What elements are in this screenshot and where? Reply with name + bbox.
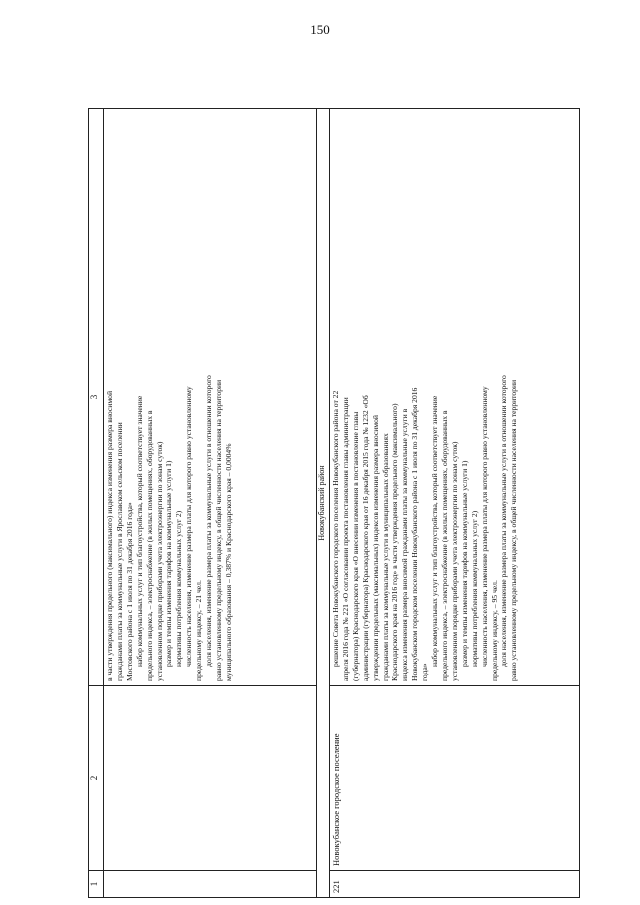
text-line: муниципального образования – 0,387% и Краснодарского края – 0,0004% (223, 443, 233, 681)
header-col-2: 2 (89, 686, 104, 871)
text-line: в части утверждения предельного (максимального) индекса изменения размера вносимой (105, 390, 114, 681)
text-line: предельного индекса, – электроснабжение (в жилых помещениях, оборудованных в (439, 410, 449, 681)
text-line: индекса изменения размера вносимой гражданами платы за коммунальные услуги в (400, 408, 410, 681)
text-line: Мостовского района с 1 июля по 31 декабря 2016 года» (124, 502, 134, 681)
text-line: года» (420, 663, 430, 681)
text-line: администрации (губернатора) Краснодарского края от 16 декабря 2015 года № 1232 «Об (360, 395, 370, 681)
text-line: доля населения, изменение размера платы за коммунальные услуги в отношении которого (204, 375, 214, 667)
text-line: утверждении предельных (максимальных) индексов изменения размера вносимой (370, 415, 380, 681)
text-line: гражданами платы за коммунальные услуги в муниципальных образованиях (380, 433, 390, 681)
text-line: установленном порядке приборами учета электроэнергии по зонам суток) (154, 441, 164, 681)
text-line: нормативы потребления коммунальных услуг 2) (469, 510, 479, 667)
text-line: размер и темпы изменения тарифов на коммунальные услуги 1) (459, 460, 469, 667)
continuation-settlement-cell (104, 686, 317, 871)
district-row (317, 109, 330, 898)
text-line: (губернатора) Краснодарского края «О внесении изменения в постановление главы (350, 411, 360, 681)
text-line: Новокубанском городском поселении Новокубанского района с 1 июля по 31 декабря 2016 (410, 387, 420, 681)
text-line: размер и темпы изменения тарифов на коммунальные услуги 1) (164, 460, 174, 667)
text-line: численность населения, изменение размера платы для которого равно установленному (479, 386, 489, 667)
text-line: численность населения, изменение размера платы для которого равно установленному (184, 386, 194, 667)
header-col-1: 1 (89, 871, 104, 898)
page-number: 150 (310, 22, 330, 37)
settlement-name: Новокубанское городское поселение (330, 686, 580, 871)
continuation-row (104, 109, 317, 898)
text-line: набор коммунальных услуг и тип благоустройства, который соответствует значение (134, 395, 144, 667)
text-line: предельного индекса, – электроснабжение (в жилых помещениях, оборудованных в (144, 410, 154, 681)
continuation-number-cell (104, 871, 317, 898)
header-col-3: 3 (89, 109, 104, 686)
text-line: апреля 2016 года № 221 «О согласовании проекта постановления главы администрации (340, 397, 350, 681)
text-line: предельному индексу, – 95 чел. (489, 580, 499, 681)
row-number: 221 (330, 871, 580, 898)
text-line: равно установленному предельному индексу, в общей численности населения на территории (213, 379, 223, 681)
text-line: доля населения, изменение размера платы за коммунальные услуги в отношении которого (499, 375, 509, 667)
table-header-row (89, 109, 104, 898)
district-name: Новокубанский район (317, 109, 330, 898)
text-line: набор коммунальных услуг и тип благоустройства, который соответствует значение (430, 395, 440, 667)
text-line: нормативы потребления коммунальных услуг 2) (174, 510, 184, 667)
text-line: предельному индексу, – 21 чел. (194, 580, 204, 681)
text-line: Краснодарского края на 2016 год» в части утверждения предельного (максимального) (390, 403, 400, 681)
text-line: установленном порядке приборами учета электроэнергии по зонам суток) (449, 441, 459, 681)
text-line: равно установленному предельному индексу, в общей численности населения на территории (509, 379, 519, 681)
continuation-text-cell (104, 109, 317, 686)
rotated-table-container (88, 108, 580, 898)
tariff-index-table (88, 108, 580, 898)
table-row (330, 109, 580, 898)
text-line: решение Совета Новокубанского городского поселения Новокубанского района от 22 (331, 390, 340, 667)
row-text-cell (330, 109, 580, 686)
text-line: гражданами платы за коммунальные услуги в Ярославском сельском поселении (114, 422, 124, 681)
